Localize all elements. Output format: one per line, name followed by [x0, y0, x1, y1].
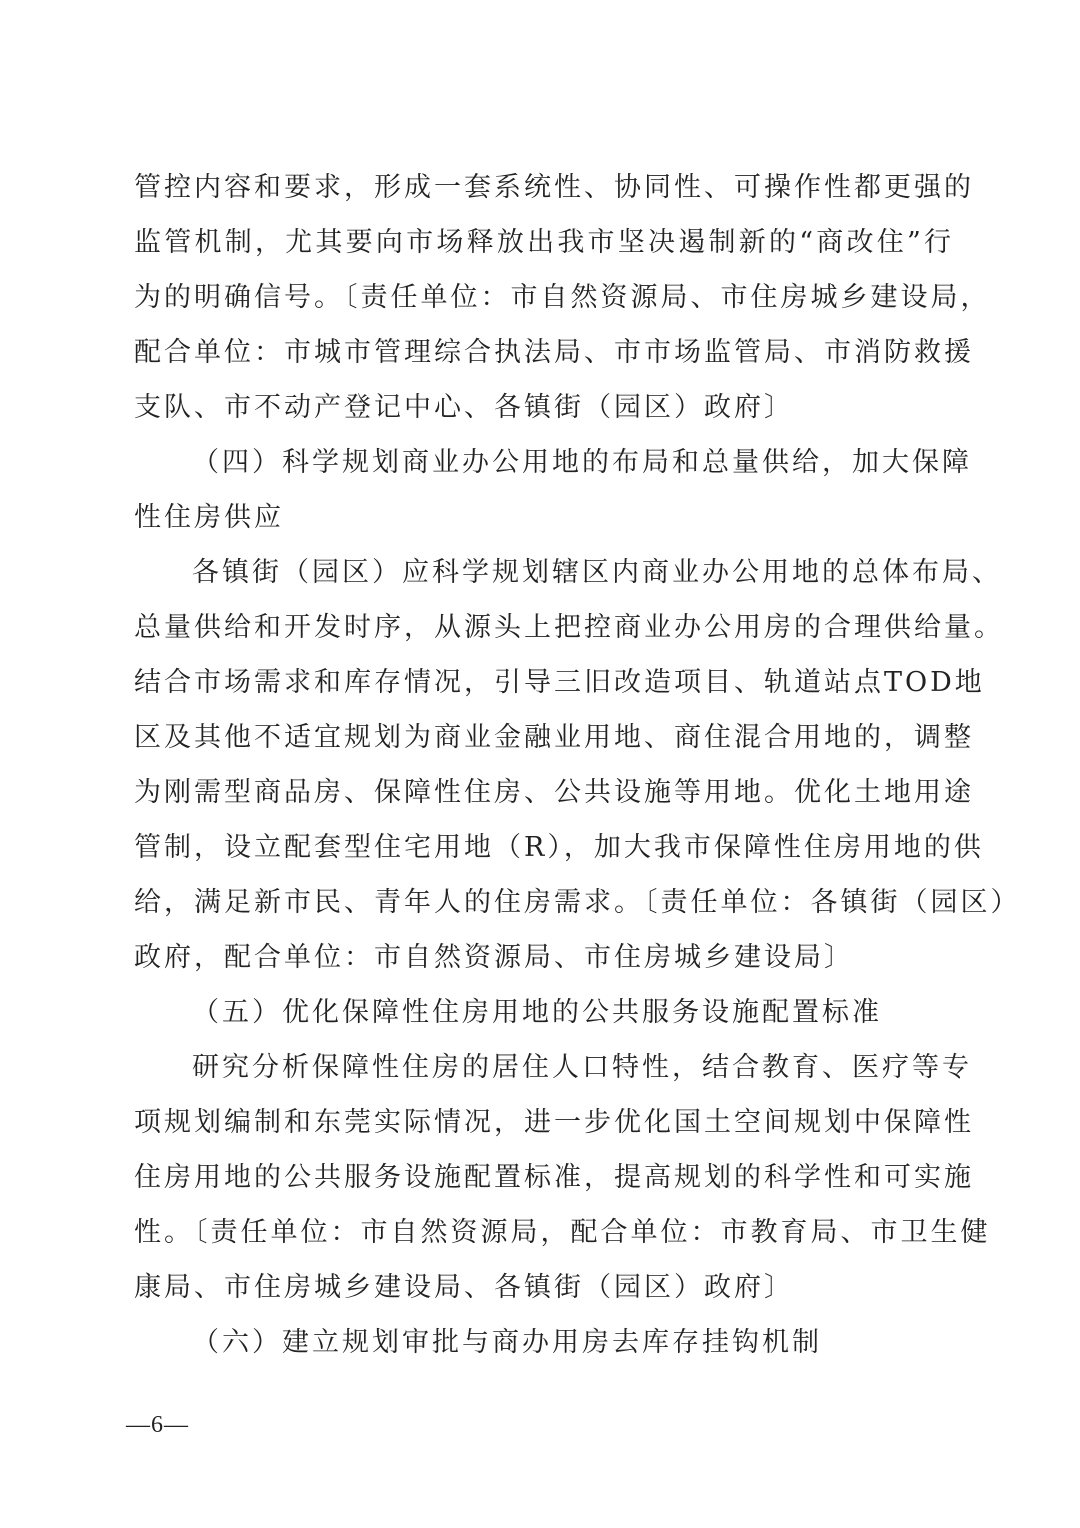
- paragraph-line: 配合单位：市城市管理综合执法局、市市场监管局、市消防救援: [134, 337, 974, 368]
- section-heading-6: （六）建立规划审批与商办用房去库存挂钩机制: [192, 1327, 822, 1358]
- page-number: —6—: [126, 1412, 189, 1438]
- document-body: [134, 160, 1021, 1370]
- section-heading-4: （四）科学规划商业办公用地的布局和总量供给，加大保障: [192, 447, 972, 478]
- paragraph-line: 为刚需型商品房、保障性住房、公共设施等用地。优化土地用途: [134, 777, 974, 808]
- paragraph-line: 支队、市不动产登记中心、各镇街（园区）政府〕: [134, 392, 794, 423]
- paragraph-line: 给，满足新市民、青年人的住房需求。〔责任单位：各镇街（园区）: [134, 887, 1021, 918]
- paragraph-line: 政府，配合单位：市自然资源局、市住房城乡建设局〕: [134, 942, 854, 973]
- section-heading-5: （五）优化保障性住房用地的公共服务设施配置标准: [192, 997, 882, 1028]
- paragraph-line: 总量供给和开发时序，从源头上把控商业办公用房的合理供给量。: [134, 612, 1004, 643]
- paragraph-line: 各镇街（园区）应科学规划辖区内商业办公用地的总体布局、: [192, 557, 1002, 588]
- paragraph-line: 结合市场需求和库存情况，引导三旧改造项目、轨道站点TOD地: [134, 667, 985, 698]
- paragraph-line: 研究分析保障性住房的居住人口特性，结合教育、医疗等专: [192, 1052, 972, 1083]
- paragraph-line: 康局、市住房城乡建设局、各镇街（园区）政府〕: [134, 1272, 794, 1303]
- paragraph-line: 管制，设立配套型住宅用地（R），加大我市保障性住房用地的供: [134, 832, 984, 863]
- paragraph-line: 性。〔责任单位：市自然资源局，配合单位：市教育局、市卫生健: [134, 1217, 991, 1248]
- paragraph-line: 住房用地的公共服务设施配置标准，提高规划的科学性和可实施: [134, 1162, 974, 1193]
- paragraph-line: 监管机制，尤其要向市场释放出我市坚决遏制新的“商改住”行: [134, 227, 954, 258]
- paragraph-line: 管控内容和要求，形成一套系统性、协同性、可操作性都更强的: [134, 172, 974, 203]
- paragraph-line: 区及其他不适宜规划为商业金融业用地、商住混合用地的，调整: [134, 722, 974, 753]
- paragraph-line: 项规划编制和东莞实际情况，进一步优化国土空间规划中保障性: [134, 1107, 974, 1138]
- section-heading-4-cont: 性住房供应: [134, 502, 284, 533]
- paragraph-line: 为的明确信号。〔责任单位：市自然资源局、市住房城乡建设局，: [134, 282, 991, 313]
